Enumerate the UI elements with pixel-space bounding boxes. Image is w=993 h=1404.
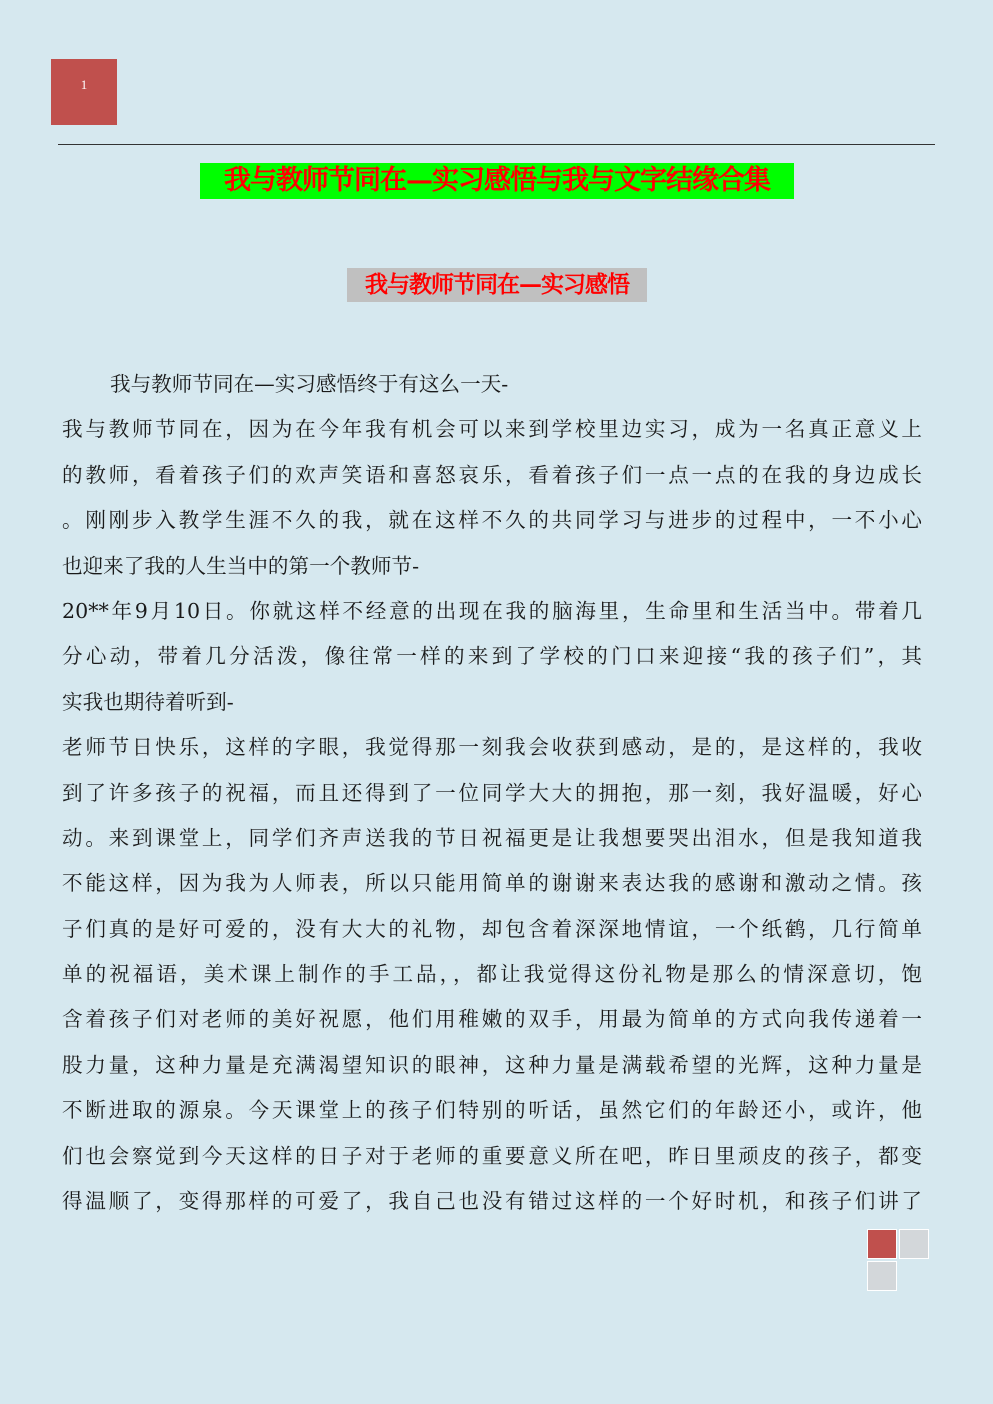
body-line: 也迎来了我的人生当中的第一个教师节- bbox=[62, 553, 420, 578]
body-line: 的教师，看着孩子们的欢声笑语和喜怒哀乐，看着孩子们一点一点的在我的身边成长 bbox=[62, 462, 922, 487]
page-number: 1 bbox=[80, 77, 88, 92]
body-line: 分心动，带着几分活泼，像往常一样的来到了学校的门口来迎接“我的孩子们”，其 bbox=[62, 644, 922, 669]
header-divider bbox=[58, 144, 935, 145]
body-line: 到了许多孩子的祝福，而且还得到了一位同学大大的拥抱，那一刻，我好温暖，好心 bbox=[62, 780, 922, 805]
article-body bbox=[62, 362, 922, 1224]
body-line: 老师节日快乐，这样的字眼，我觉得那一刻我会收获到感动，是的，是这样的，我收 bbox=[62, 735, 922, 760]
body-line: 得温顺了，变得那样的可爱了，我自己也没有错过这样的一个好时机，和孩子们讲了 bbox=[62, 1189, 922, 1214]
body-line: 单的祝福语，美术课上制作的手工品，，都让我觉得这份礼物是那么的情深意切，饱 bbox=[62, 962, 922, 987]
red-square-decoration bbox=[867, 1229, 897, 1259]
body-line: 我与教师节同在，因为在今年我有机会可以来到学校里边实习，成为一名真正意义上 bbox=[62, 417, 922, 442]
section-title: 我与教师节同在—实习感悟 bbox=[347, 268, 647, 302]
body-line: 动。来到课堂上，同学们齐声送我的节日祝福更是让我想要哭出泪水，但是我知道我 bbox=[62, 825, 922, 850]
body-line: 子们真的是好可爱的，没有大大的礼物，却包含着深深地情谊，一个纸鹤，几行简单 bbox=[62, 916, 922, 941]
page-number-badge bbox=[51, 59, 117, 125]
body-line: 实我也期待着听到- bbox=[62, 689, 234, 714]
body-line: 我与教师节同在—实习感悟终于有这么一天- bbox=[110, 372, 509, 396]
body-line: 不能这样，因为我为人师表，所以只能用简单的谢谢来表达我的感谢和激动之情。孩 bbox=[62, 871, 922, 896]
body-line: 不断进取的源泉。今天课堂上的孩子们特别的听话，虽然它们的年龄还小，或许，他 bbox=[62, 1098, 922, 1123]
body-line: 。刚刚步入教学生涯不久的我，就在这样不久的共同学习与进步的过程中，一不小心 bbox=[62, 508, 922, 533]
gray-square-decoration bbox=[899, 1229, 929, 1259]
document-title: 我与教师节同在—实习感悟与我与文字结缘合集 bbox=[200, 163, 794, 199]
body-line: 股力量，这种力量是充满渴望知识的眼神，这种力量是满载希望的光辉，这种力量是 bbox=[62, 1052, 922, 1077]
body-line: 们也会察觉到今天这样的日子对于老师的重要意义所在吧，昨日里顽皮的孩子，都变 bbox=[62, 1143, 922, 1168]
body-line: 含着孩子们对老师的美好祝愿，他们用稚嫩的双手，用最为简单的方式向我传递着一 bbox=[62, 1007, 922, 1032]
gray-square-decoration bbox=[867, 1261, 897, 1291]
decorative-squares bbox=[867, 1229, 933, 1293]
body-line: 20**年9月10日。你就这样不经意的出现在我的脑海里，生命里和生活当中。带着几 bbox=[62, 598, 922, 623]
